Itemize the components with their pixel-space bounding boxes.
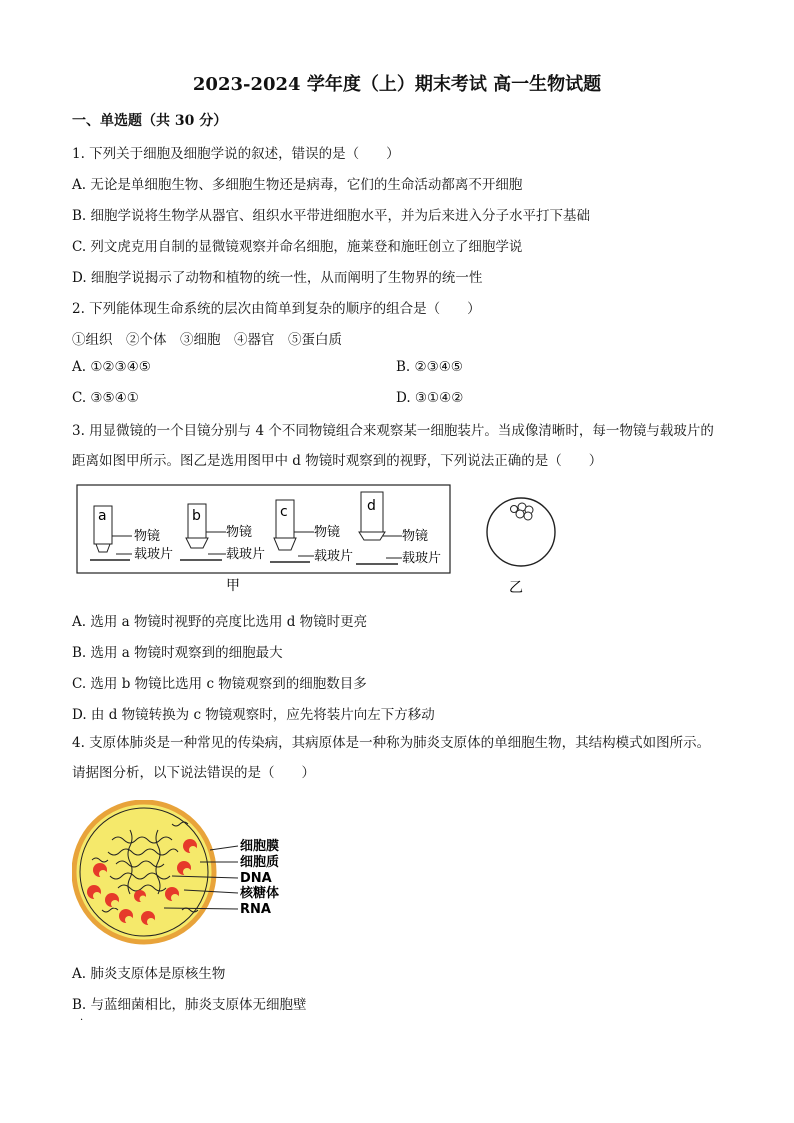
question-4-option-a: A. 肺炎支原体是原核生物 (72, 966, 226, 982)
question-2-stem: 2. 下列能体现生命系统的层次由简单到复杂的顺序的组合是（ ） (72, 301, 481, 317)
page-mark: · (80, 1015, 84, 1026)
question-1-option-c: C. 列文虎克用自制的显微镜观察并命名细胞，施莱登和施旺创立了细胞学说 (72, 239, 523, 255)
svg-text:载玻片: 载玻片 (226, 547, 266, 562)
question-2-option-b: B. ②③④⑤ (396, 359, 463, 375)
microscope-figure-jia (76, 484, 452, 596)
question-1-option-b: B. 细胞学说将生物学从器官、组织水平带进细胞水平，并为后来进入分子水平打下基础 (72, 208, 591, 224)
question-1-option-d: D. 细胞学说揭示了动物和植物的统一性，从而阐明了生物界的统一性 (72, 270, 483, 286)
svg-text:物镜: 物镜 (226, 525, 253, 540)
question-4-option-b: B. 与蓝细菌相比，肺炎支原体无细胞壁 (72, 997, 307, 1013)
svg-text:c: c (280, 504, 288, 520)
svg-text:物镜: 物镜 (314, 525, 341, 540)
question-2-items: ①组织 ②个体 ③细胞 ④器官 ⑤蛋白质 (72, 332, 342, 348)
svg-text:物镜: 物镜 (402, 529, 429, 544)
svg-text:载玻片: 载玻片 (134, 547, 174, 562)
objective-lens-c (270, 500, 353, 564)
objective-lens-b (180, 504, 265, 562)
svg-text:物镜: 物镜 (134, 529, 161, 544)
question-2-option-d: D. ③①④② (396, 390, 464, 406)
question-2-option-c: C. ③⑤④① (72, 390, 139, 406)
svg-text:d: d (367, 498, 376, 514)
svg-text:载玻片: 载玻片 (314, 549, 354, 564)
question-1-option-a: A. 无论是单细胞生物、多细胞生物还是病毒，它们的生命活动都离不开细胞 (72, 177, 523, 193)
question-3-stem: 3. 用显微镜的一个目镜分别与 4 个不同物镜组合来观察某一细胞装片。当成像清晰时，每一物镜与载玻片的距离如图甲所示。图乙是选用图甲中 d 物镜时观察到的视野，下列说法正确的是（ ） (72, 423, 714, 469)
mycoplasma-diagram (72, 800, 302, 950)
question-3-option-d: D. 由 d 物镜转换为 c 物镜观察时，应先将装片向左下方移动 (72, 707, 435, 723)
question-3-option-b: B. 选用 a 物镜时观察到的细胞最大 (72, 645, 283, 661)
microscope-field-yi (484, 494, 558, 598)
objective-lens-d (356, 492, 441, 566)
section-heading: 一、单选题（共 30 分） (72, 113, 228, 129)
figure-yi-caption: 乙 (509, 580, 523, 596)
label-cytoplasm: 细胞质 (240, 855, 280, 870)
page-title: 2023-2024 学年度（上）期末考试 高一生物试题 (192, 74, 602, 95)
question-1-stem: 1. 下列关于细胞及细胞学说的叙述，错误的是（ ） (72, 146, 400, 162)
label-rna: RNA (240, 902, 271, 917)
lens-a-label: a (98, 508, 107, 524)
svg-text:载玻片: 载玻片 (402, 551, 442, 566)
label-ribosome: 核糖体 (240, 886, 280, 901)
label-dna: DNA (240, 871, 272, 886)
label-cell-membrane: 细胞膜 (240, 839, 280, 854)
svg-text:b: b (192, 508, 201, 524)
objective-lens-a (90, 506, 173, 562)
question-3-option-c: C. 选用 b 物镜比选用 c 物镜观察到的细胞数目多 (72, 676, 367, 692)
question-4-stem: 4. 支原体肺炎是一种常见的传染病，其病原体是一种称为肺炎支原体的单细胞生物，其结构模式如图所示。请据图分析，以下说法错误的是（ ） (72, 735, 711, 781)
figure-jia-caption: 甲 (226, 578, 240, 594)
question-2-option-a: A. ①②③④⑤ (72, 359, 151, 375)
question-3-option-a: A. 选用 a 物镜时视野的亮度比选用 d 物镜时更亮 (72, 614, 368, 630)
